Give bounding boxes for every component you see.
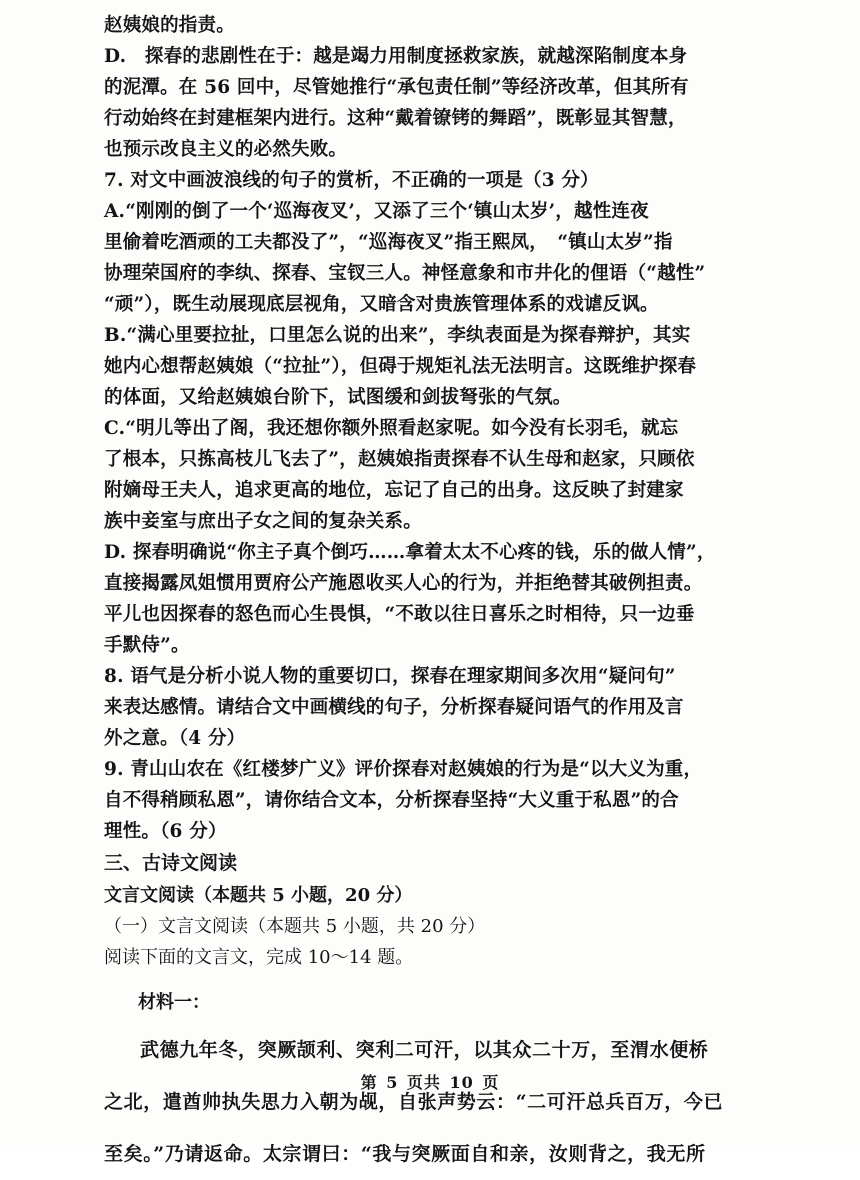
text-line: 手默侍”。: [104, 635, 190, 656]
footer-total-pages: 10: [449, 1073, 474, 1092]
page-footer: [0, 1070, 860, 1093]
footer-page-number: 5: [386, 1073, 399, 1092]
text-line: 直接揭露凤姐惯用贾府公产施恩收买人心的行为，并拒绝替其破例担责。: [104, 573, 703, 594]
text-line: 来表达感情。请结合文中画横线的句子，分析探春疑问语气的作用及言: [104, 697, 684, 718]
text-line: 9. 青山山农在《红楼梦广义》评价探春对赵姨娘的行为是“以大义为重，: [104, 759, 703, 780]
text-line: 平儿也因探春的怒色而心生畏惧，“不敢以往日喜乐之时相待，只一边垂: [104, 604, 695, 625]
text-line: 她内心想帮赵姨娘（“拉扯”），但碍于规矩礼法无法明言。这既维护探春: [104, 356, 697, 377]
text-line: 行动始终在封建框架内进行。这种“戴着镣铐的舞蹈”，既彰显其智慧，: [104, 108, 687, 129]
text-line: 也预示改良主义的必然失败。: [104, 139, 348, 160]
text-line: 的体面，又给赵姨娘台阶下，试图缓和剑拔弩张的气氛。: [104, 387, 572, 408]
footer-middle: 页共: [406, 1073, 441, 1092]
text-line: 外之意。（4 分）: [104, 728, 246, 749]
text-line: B.“满心里要拉扯，口里怎么说的出来”，李纨表面是为探春辩护，其实: [104, 325, 691, 346]
text-line: 理性。（6 分）: [104, 821, 227, 842]
text-line: C.“明儿等出了阁，我还想你额外照看赵家呢。如今没有长羽毛，就忘: [104, 418, 679, 439]
text-line: A.“刚刚的倒了一个‘巡海夜叉’，又添了三个‘镇山太岁’，越性连夜: [104, 201, 649, 222]
classical-text-line: 武德九年冬，突厥颉利、突利二可汗，以其众二十万，至渭水便桥: [140, 1039, 709, 1061]
footer-prefix: 第: [360, 1073, 378, 1092]
section-title: 三、古诗文阅读: [104, 852, 238, 874]
text-line: 7. 对文中画波浪线的句子的赏析，不正确的一项是（3 分）: [104, 170, 599, 191]
classical-text-line: 至矣。”乃请返命。太宗谓曰：“我与突厥面自和亲，汝则背之，我无所: [104, 1143, 706, 1165]
page-content: [104, 10, 724, 1180]
text-line: “顽”），既生动展现底层视角，又暗含对贵族管理体系的戏谑反讽。: [104, 294, 659, 315]
reading-instruction: 阅读下面的文言文，完成 10～14 题。: [104, 947, 414, 968]
text-line: 协理荣国府的李纨、探春、宝钗三人。神怪意象和市井化的俚语（“越性”: [104, 263, 706, 284]
classical-text-line: 之北，遣酋帅执失思力入朝为觇，自张声势云：“二可汗总兵百万，今已: [104, 1091, 724, 1113]
sub-subsection-title: （一）文言文阅读（本题共 5 小题，共 20 分）: [104, 916, 486, 937]
text-line: 的泥潭。在 56 回中，尽管她推行“承包责任制”等经济改革，但其所有: [104, 77, 689, 98]
text-line: D. 探春明确说“你主子真个倒巧……拿着太太不心疼的钱，乐的做人情”，: [104, 542, 716, 563]
text-line: 里偷着吃酒顽的工夫都没了”，“巡海夜叉”指王熙凤， “镇山太岁”指: [104, 232, 673, 253]
text-line: 自不得稍顾私恩”，请你结合文本，分析探春坚持“大义重于私恩”的合: [104, 790, 679, 811]
subsection-title: 文言文阅读（本题共 5 小题，20 分）: [104, 885, 413, 906]
text-line: 8. 语气是分析小说人物的重要切口，探春在理家期间多次用“疑问句”: [104, 666, 676, 687]
question-text-block: [104, 10, 724, 847]
text-line: 附嫡母王夫人，追求更高的地位，忘记了自己的出身。这反映了封建家: [104, 480, 684, 501]
text-line: 赵姨娘的指责。: [104, 15, 235, 36]
text-line: D. 探春的悲剧性在于：越是竭力用制度拯救家族，就越深陷制度本身: [104, 46, 688, 67]
classical-text-block: [104, 1024, 724, 1180]
footer-suffix: 页: [482, 1073, 500, 1092]
material-label: 材料一：: [138, 992, 210, 1013]
text-line: 了根本，只拣高枝儿飞去了”，赵姨娘指责探春不认生母和赵家，只顾依: [104, 449, 695, 470]
text-line: 族中妾室与庶出子女之间的复杂关系。: [104, 511, 422, 532]
